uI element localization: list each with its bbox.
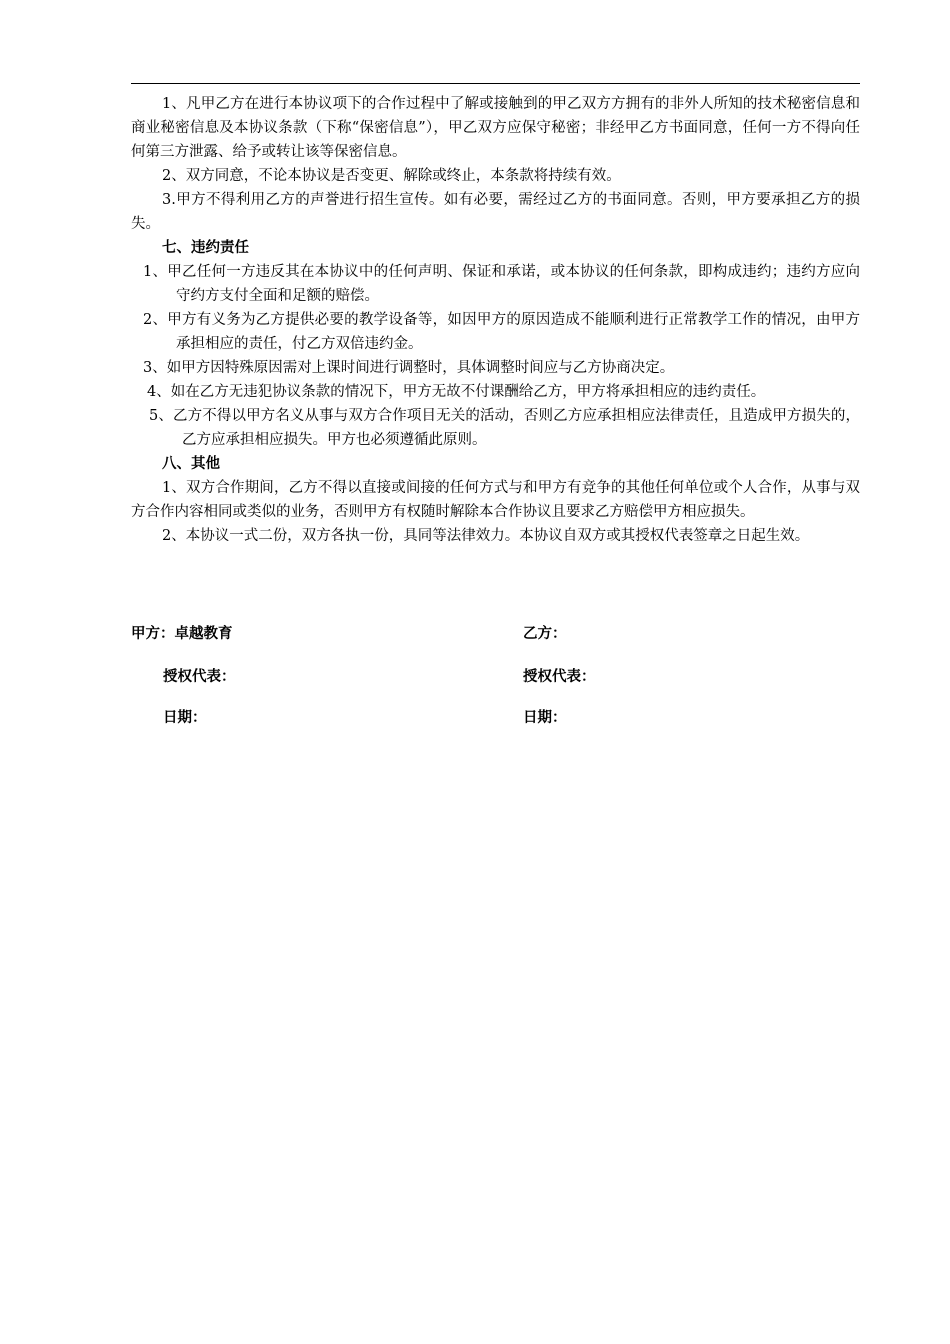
party-b-name: 乙方： xyxy=(523,626,567,642)
other-item-2: 2、本协议一式二份，双方各执一份，具同等法律效力。本协议自双方或其授权代表签章之日起生效。 xyxy=(162,528,810,544)
document-body xyxy=(131,92,860,548)
other-item-1: 1、双方合作期间，乙方不得以直接或间接的任何方式与和甲方有竞争的其他任何单位或个人合作，从事与双方合作内容相同或类似的业务，否则甲方有权随时解除本合作协议且要求乙方赔偿甲方相应损失。 xyxy=(131,480,860,520)
breach-item-2: 2、甲方有义务为乙方提供必要的教学设备等，如因甲方的原因造成不能顺利进行正常教学工作的情况，由甲方承担相应的责任，付乙方双倍违约金。 xyxy=(143,312,860,352)
breach-heading: 七、违约责任 xyxy=(162,240,249,256)
header-rule xyxy=(131,83,860,84)
party-b-representative: 授权代表： xyxy=(523,669,596,685)
breach-item-5: 5、乙方不得以甲方名义从事与双方合作项目无关的活动，否则乙方应承担相应法律责任，且造成甲方损失的，乙方应承担相应损失。甲方也必须遵循此原则。 xyxy=(149,408,860,448)
party-b-date: 日期： xyxy=(523,710,567,726)
breach-item-3: 3、如甲方因特殊原因需对上课时间进行调整时，具体调整时间应与乙方协商决定。 xyxy=(143,360,675,376)
confidentiality-item-2: 2、双方同意，不论本协议是否变更、解除或终止，本条款将持续有效。 xyxy=(162,168,621,184)
party-a-date: 日期： xyxy=(163,710,207,726)
breach-item-4: 4、如在乙方无违犯协议条款的情况下，甲方无故不付课酬给乙方，甲方将承担相应的违约责任。 xyxy=(147,384,766,400)
confidentiality-item-1: 1、凡甲乙方在进行本协议项下的合作过程中了解或接触到的甲乙双方方拥有的非外人所知的技术秘密信息和商业秘密信息及本协议条款（下称“保密信息”），甲乙双方应保守秘密；非经甲乙方书面同意，任何一方不得向任何第三方泄露、给予或转让该等保密信息。 xyxy=(131,96,860,160)
confidentiality-item-3: 3.甲方不得利用乙方的声誉进行招生宣传。如有必要，需经过乙方的书面同意。否则，甲方要承担乙方的损失。 xyxy=(131,192,860,232)
other-heading: 八、其他 xyxy=(162,456,220,472)
party-a-representative: 授权代表： xyxy=(163,669,236,685)
breach-item-1: 1、甲乙任何一方违反其在本协议中的任何声明、保证和承诺，或本协议的任何条款，即构成违约；违约方应向守约方支付全面和足额的赔偿。 xyxy=(143,264,860,304)
party-a-name: 甲方：卓越教育 xyxy=(131,626,233,642)
